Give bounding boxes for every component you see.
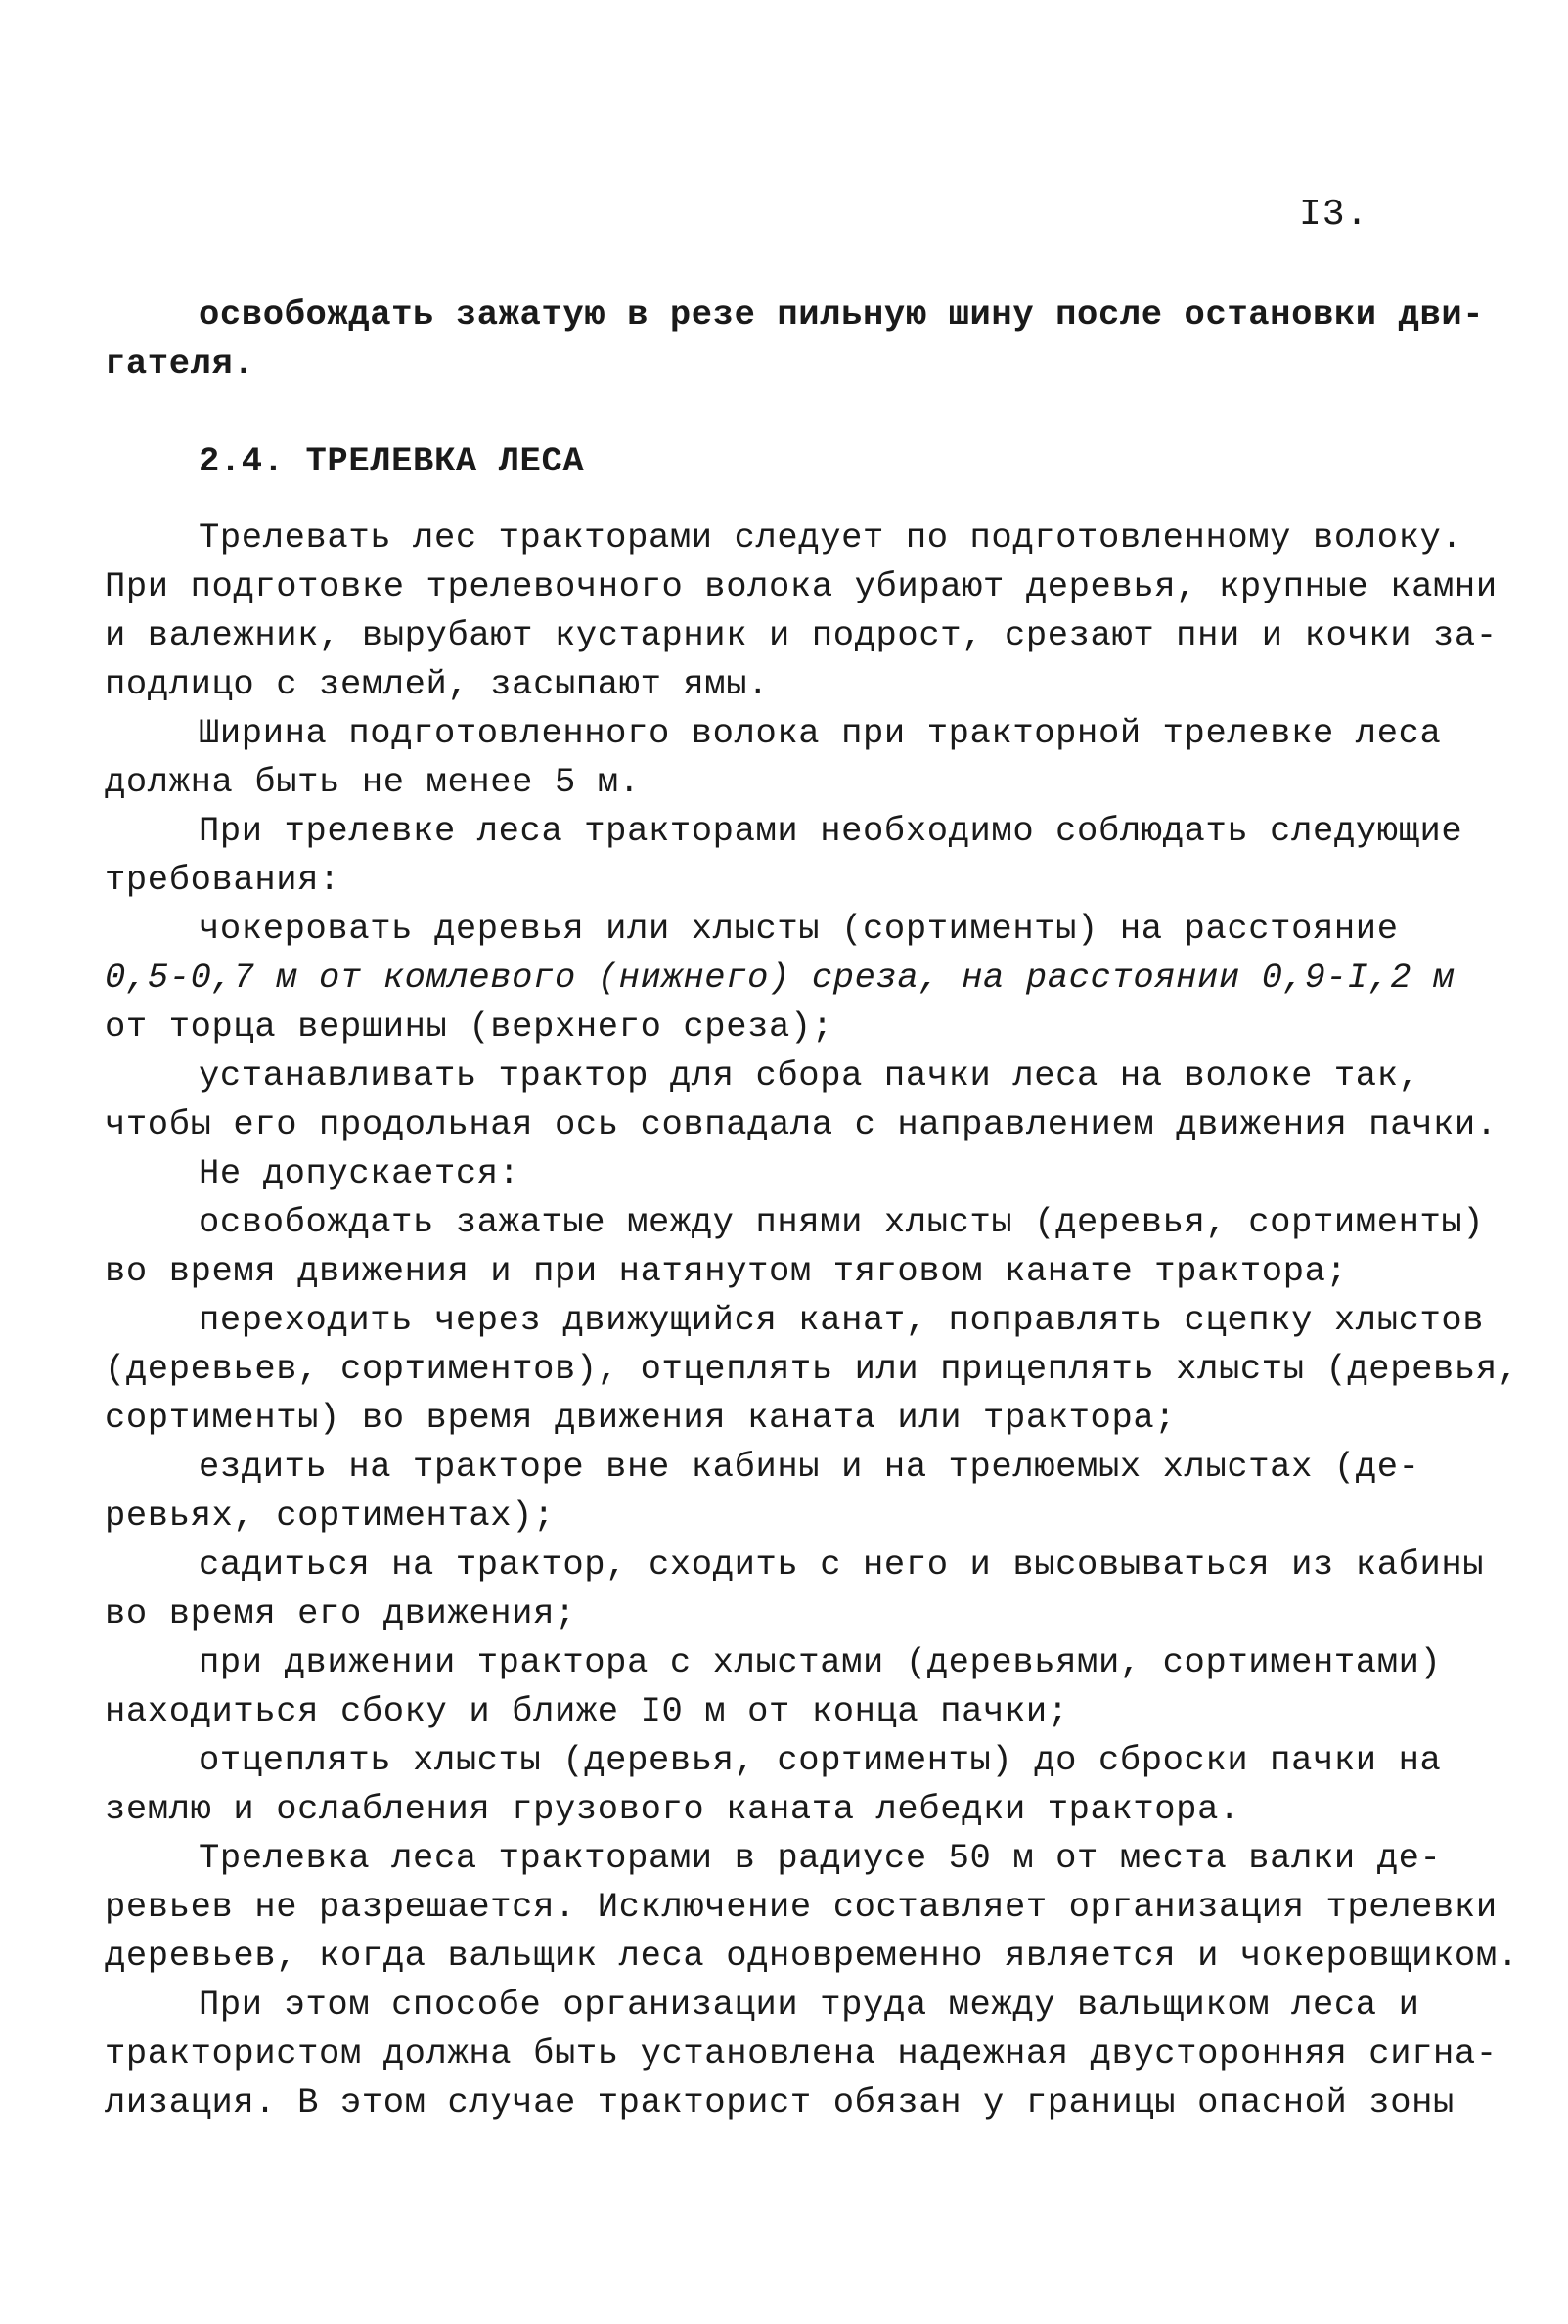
text-line: гателя. (105, 343, 255, 383)
text-line: При подготовке трелевочного волока убирают деревья, крупные камни (105, 566, 1498, 606)
text-line: должна быть не менее 5 м. (105, 762, 641, 802)
text-line: и валежник, вырубают кустарник и подрост, срезают пни и кочки за- (105, 615, 1498, 655)
text-line: (деревьев, сортиментов), отцеплять или прицеплять хлысты (деревья, (105, 1349, 1519, 1389)
text-line: землю и ослабления грузового каната лебедки трактора. (105, 1789, 1240, 1829)
text-line: ревьев не разрешается. Исключение составляет организация трелевки (105, 1887, 1498, 1927)
text-line: Трелевать лес тракторами следует по подготовленному волоку. (199, 517, 1463, 558)
text-line: отцеплять хлысты (деревья, сортименты) до сброски пачки на (199, 1740, 1442, 1780)
text-line: при движении трактора с хлыстами (деревьями, сортиментами) (199, 1642, 1442, 1682)
text-line: При трелевке леса тракторами необходимо соблюдать следующие (199, 811, 1463, 851)
text-line: освобождать зажатую в резе пильную шину после остановки дви- (199, 294, 1485, 335)
text-line: чокеровать деревья или хлысты (сортименты) на расстояние (199, 909, 1399, 949)
text-line: Трелевка леса тракторами в радиусе 50 м от места валки де- (199, 1838, 1442, 1878)
text-line: деревьев, когда вальщик леса одновременно является и чокеровщиком. (105, 1936, 1519, 1976)
text-line: сортименты) во время движения каната или трактора; (105, 1398, 1177, 1438)
text-line: трактористом должна быть установлена надежная двусторонняя сигна- (105, 2034, 1498, 2074)
text-line: Не допускается: (199, 1153, 520, 1193)
text-line: во время его движения; (105, 1593, 576, 1633)
text-line: лизация. В этом случае тракторист обязан у границы опасной зоны (105, 2082, 1455, 2123)
text-line: во время движения и при натянутом тяговом канате трактора; (105, 1251, 1348, 1291)
text-line: чтобы его продольная ось совпадала с направлением движения пачки. (105, 1104, 1498, 1144)
text-line: требования: (105, 860, 340, 900)
text-line: от торца вершины (верхнего среза); (105, 1006, 833, 1047)
text-line: садиться на трактор, сходить с него и высовываться из кабины (199, 1544, 1485, 1585)
section-heading: 2.4. ТРЕЛЕВКА ЛЕСА (199, 441, 585, 481)
text-line: устанавливать трактор для сбора пачки леса на волоке так, (199, 1055, 1420, 1095)
text-line: переходить через движущийся канат, поправлять сцепку хлыстов (199, 1300, 1485, 1340)
page-number: I3. (1299, 194, 1369, 236)
text-line: подлицо с землей, засыпают ямы. (105, 664, 770, 704)
text-line: 0,5-0,7 м от комлевого (нижнего) среза, на расстоянии 0,9-I,2 м (105, 958, 1455, 998)
text-line: находиться сбоку и ближе I0 м от конца пачки; (105, 1691, 1069, 1731)
text-line: ездить на тракторе вне кабины и на трелюемых хлыстах (де- (199, 1447, 1420, 1487)
text-line: При этом способе организации труда между вальщиком леса и (199, 1985, 1420, 2025)
text-line: Ширина подготовленного волока при тракторной трелевке леса (199, 713, 1442, 753)
text-line: освобождать зажатые между пнями хлысты (деревья, сортименты) (199, 1202, 1485, 1242)
text-line: ревьях, сортиментах); (105, 1496, 555, 1536)
